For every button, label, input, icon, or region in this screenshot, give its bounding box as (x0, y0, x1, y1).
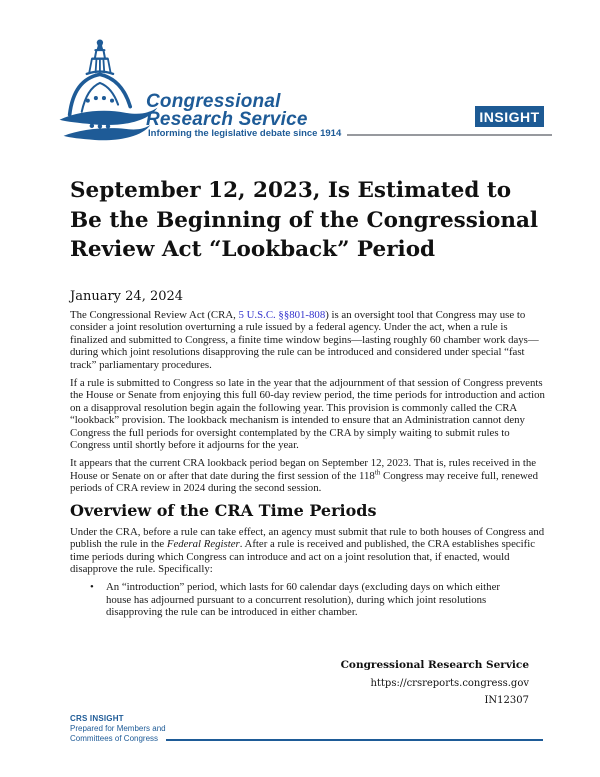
bullet-text: An “introduction” period, which lasts for 60 calendar days (excluding days on which either house has adjourned pursuant to a concurrent resolution), during which joint resolutions disapproving the rule can be introduced in either chamber. (106, 581, 500, 619)
bullet-item (90, 581, 510, 618)
section-heading: Overview of the CRA Time Periods (70, 500, 377, 520)
document-date: January 24, 2024 (70, 289, 184, 304)
document-title: September 12, 2023, Is Estimated to Be the Beginning of the Congressional Review Act “Lookback” Period (70, 178, 539, 262)
capitol-dome-icon (58, 37, 160, 143)
statute-link[interactable]: 5 U.S.C. §§801-808 (238, 309, 326, 321)
paragraph: Under the CRA, before a rule can take effect, an agency must submit that rule to both houses of Congress and publish the rule in the Federal Register. After a rule is received and published, the CRA establishes specific time periods during which Congress can introduce and act on a joint resolution that, if enacted, would disapprove the rule. Specifically: (70, 525, 545, 575)
footer-url[interactable]: https://crsreports.congress.gov (370, 677, 529, 689)
header-rule (347, 134, 552, 136)
logo-wordmark (146, 93, 308, 129)
insight-badge: INSIGHT (475, 106, 544, 127)
bullet-glyph: • (90, 581, 94, 594)
logo-tagline: Informing the legislative debate since 1914 (148, 128, 342, 139)
paragraph: It appears that the current CRA lookback period began on September 12, 2023. That is, rules received in the House or Senate on or after that date during the first session of the 118th Congress may receive full, renewed periods of CRA review in 2024 during the second session. (70, 457, 538, 495)
bottom-brand-block (70, 714, 543, 744)
paragraph: If a rule is submitted to Congress so late in the year that the adjournment of that session of Congress prevents the House or Senate from enjoying this full 60-day review period, the time periods for introduction and action on a disapproval resolution begin again the following year. This provision is commonly called the CRA “lookback” provision. The lookback mechanism is intended to ensure that an Administration cannot deny Congress the full periods for oversight contemplated by the CRA by simply waiting to submit rules to Congress until shortly before it adjourns for the year. (70, 377, 545, 452)
logo-wordmark-line1: Congressional (146, 91, 281, 112)
document-body (70, 309, 548, 619)
logo-wordmark-line2: Research Service (146, 109, 308, 130)
masthead-tagline-row (148, 128, 552, 139)
footer-org-name: Congressional Research Service (340, 659, 529, 671)
bottom-brand-label: CRS INSIGHT (70, 714, 124, 723)
bottom-rule (166, 739, 543, 741)
paragraph: The Congressional Review Act (CRA, 5 U.S.C. §§801-808) is an oversight tool that Congress may use to consider a joint resolution overturning a rule issued by a federal agency. Under the act, when a rule is finalized and submitted to Congress, a finite time window begins—lasting roughly 60 chamber work days—during which joint resolutions disapproving the rule can be introduced and considered under special “fast track” parliamentary procedures. (70, 309, 539, 371)
bottom-brand-line1: Prepared for Members and (70, 724, 166, 733)
report-footer (341, 657, 529, 710)
bottom-brand-line2: Committees of Congress (70, 734, 159, 743)
footer-report-id: IN12307 (484, 695, 529, 706)
